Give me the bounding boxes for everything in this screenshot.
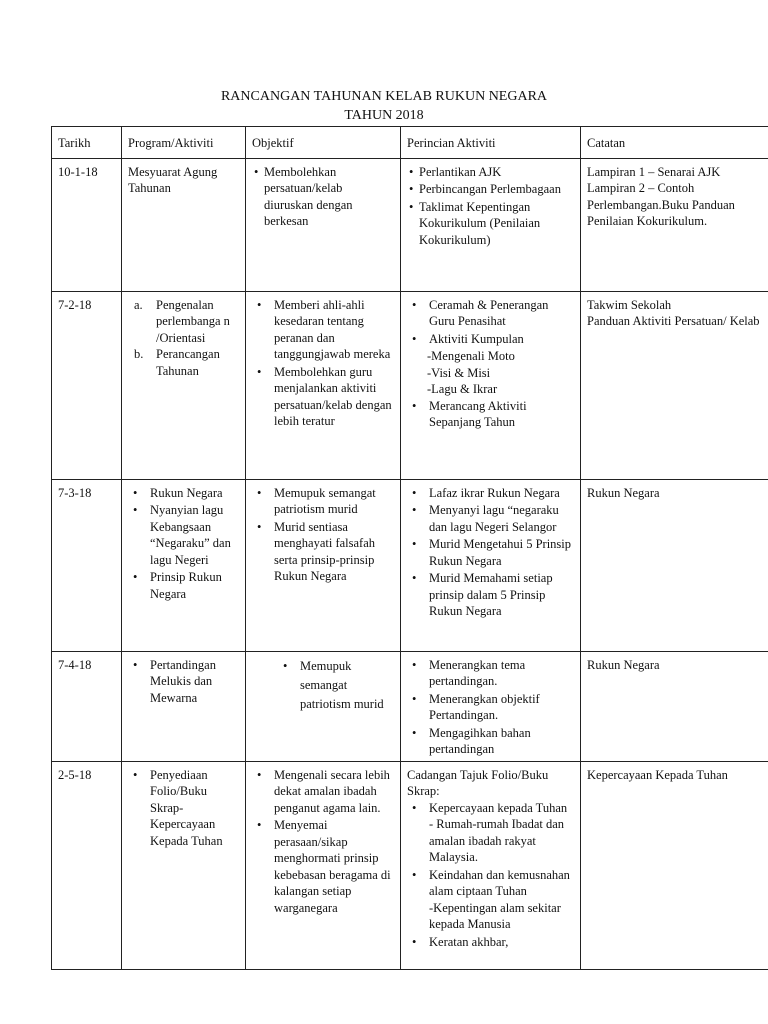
- perincian-item: • Murid Memahami setiap prinsip dalam 5 Prinsip Rukun Negara: [407, 570, 574, 620]
- perincian-item-text: Ceramah & Penerangan Guru Penasihat: [429, 297, 549, 328]
- row-catatan: [581, 761, 768, 969]
- row-program: [122, 761, 246, 969]
- perincian-item: • Murid Mengetahui 5 Prinsip Rukun Negara: [407, 536, 574, 569]
- row-program: Mesyuarat Agung Tahunan: [122, 158, 246, 291]
- program-item: [128, 297, 239, 347]
- program-item: • Rukun Negara: [128, 485, 239, 502]
- table-row: [52, 651, 768, 761]
- objektif-item: • Menyemai perasaan/sikap menghormati prinsip kebebasan beragama di kalangan setiap warganegara: [252, 817, 394, 916]
- row-program: [122, 651, 246, 761]
- perincian-item: • Taklimat Kepentingan Kokurikulum (Penilaian Kokurikulum): [407, 199, 574, 249]
- program-item-text: Perancangan Tahunan: [156, 347, 220, 378]
- perincian-item: [407, 398, 574, 431]
- perincian-item-text: Keratan akhbar,: [429, 934, 509, 949]
- perincian-item: [407, 331, 574, 348]
- program-item-marker: a.: [134, 297, 143, 312]
- row-date: 7-3-18: [52, 479, 122, 651]
- program-item-marker: b.: [134, 347, 144, 361]
- row-objektif: [246, 761, 401, 969]
- document-year: TAHUN 2018: [344, 108, 424, 123]
- perincian-item: [407, 867, 574, 933]
- table-header-row: [52, 127, 768, 159]
- perincian-item: [407, 800, 574, 866]
- row-catatan: [581, 291, 768, 479]
- table-row: [52, 479, 768, 651]
- program-item: [128, 346, 239, 379]
- perincian-item-text: Merancang Aktiviti Sepanjang Tahun: [429, 398, 527, 429]
- row-date: 2-5-18: [52, 761, 122, 969]
- objektif-item: • Membolehkan persatuan/kelab diuruskan dengan berkesan: [252, 164, 394, 230]
- header-perincian: Perincian Aktiviti: [401, 127, 581, 159]
- program-item: • Prinsip Rukun Negara: [128, 569, 239, 602]
- annual-plan-table: [51, 126, 768, 970]
- objektif-item: • Membolehkan guru menjalankan aktiviti persatuan/kelab dengan lebih teratur: [252, 364, 394, 430]
- perincian-item: • Mengagihkan bahan pertandingan: [407, 725, 574, 758]
- header-program: Program/Aktiviti: [122, 127, 246, 159]
- perincian-item-text: • Aktiviti Kumpulan: [429, 331, 524, 346]
- document-title: RANCANGAN TAHUNAN KELAB RUKUN NEGARA: [220, 89, 548, 104]
- perincian-item-text: Kepercayaan kepada Tuhan - Rumah-rumah Ibadat dan amalan ibadah rakyat Malaysia.: [429, 800, 568, 864]
- perincian-item: [407, 934, 574, 951]
- row-objektif: [246, 479, 401, 651]
- table-row: [52, 291, 768, 479]
- program-item: • Nyanyian lagu Kebangsaan “Negaraku” dan lagu Negeri: [128, 502, 239, 568]
- perincian-subitem: -Lagu & Ikrar: [427, 382, 498, 396]
- program-item-text: Pengenalan perlembanga n /Orientasi: [156, 297, 230, 345]
- table-row: [52, 761, 768, 969]
- perincian-item-text: • Keindahan dan kemusnahan alam ciptaan Tuhan: [429, 867, 570, 898]
- catatan-line: Panduan Aktiviti Persatuan/ Kelab: [587, 314, 760, 328]
- table-row: [52, 158, 768, 291]
- row-date: 7-4-18: [52, 651, 122, 761]
- row-catatan: [581, 651, 768, 761]
- perincian-item: • Menerangkan objektif Pertandingan.: [407, 691, 574, 724]
- row-program: [122, 291, 246, 479]
- perincian-subitem: -Kepentingan alam sekitar kepada Manusia: [429, 900, 561, 931]
- objektif-item: • Memupuk semangat patriotism murid: [278, 657, 394, 714]
- row-date: 7-2-18: [52, 291, 122, 479]
- row-program: [122, 479, 246, 651]
- perincian-item: • Perlantikan AJK: [407, 164, 574, 181]
- perincian-item: • Lafaz ikrar Rukun Negara: [407, 485, 574, 502]
- row-perincian: [401, 761, 581, 969]
- row-objektif: [246, 158, 401, 291]
- perincian-intro: Cadangan Tajuk Folio/Buku Skrap:: [407, 767, 549, 798]
- perincian-item: • Menyanyi lagu “negaraku dan lagu Negeri Selangor: [407, 502, 574, 535]
- catatan-line: Kepercayaan Kepada Tuhan: [587, 767, 728, 782]
- row-perincian: [401, 479, 581, 651]
- row-catatan: [581, 479, 768, 651]
- program-item: • Penyediaan Folio/Buku Skrap-Kepercayaan Kepada Tuhan: [128, 767, 239, 850]
- row-objektif: [246, 291, 401, 479]
- catatan-line: Lampiran 2 – Contoh Perlembangan.Buku Panduan Penilaian Kokurikulum.: [587, 181, 735, 228]
- perincian-subitem: -Visi & Misi: [427, 365, 491, 380]
- catatan-line: Takwim Sekolah: [587, 297, 672, 312]
- objektif-item: • Murid sentiasa menghayati falsafah serta prinsip-prinsip Rukun Negara: [252, 519, 394, 585]
- perincian-item: • Menerangkan tema pertandingan.: [407, 657, 574, 690]
- catatan-line: Rukun Negara: [587, 485, 660, 500]
- row-perincian: [401, 291, 581, 479]
- row-perincian: [401, 651, 581, 761]
- row-catatan: [581, 158, 768, 291]
- objektif-item: • Mengenali secara lebih dekat amalan ibadah penganut agama lain.: [252, 767, 394, 817]
- header-tarikh: Tarikh: [52, 127, 122, 159]
- objektif-item: • Memupuk semangat patriotism murid: [252, 485, 394, 518]
- perincian-subitem: -Mengenali Moto: [427, 349, 515, 363]
- header-catatan: Catatan: [581, 127, 768, 159]
- row-date: 10-1-18: [52, 158, 122, 291]
- header-objektif: Objektif: [246, 127, 401, 159]
- program-item: • Pertandingan Melukis dan Mewarna: [128, 657, 239, 707]
- row-perincian: [401, 158, 581, 291]
- catatan-line: Lampiran 1 – Senarai AJK: [587, 164, 721, 179]
- perincian-item: [407, 297, 574, 330]
- row-objektif: [246, 651, 401, 761]
- perincian-item: • Perbincangan Perlembagaan: [407, 181, 574, 198]
- catatan-line: Rukun Negara: [587, 657, 660, 672]
- objektif-item: • Memberi ahli-ahli kesedaran tentang peranan dan tanggungjawab mereka: [252, 297, 394, 363]
